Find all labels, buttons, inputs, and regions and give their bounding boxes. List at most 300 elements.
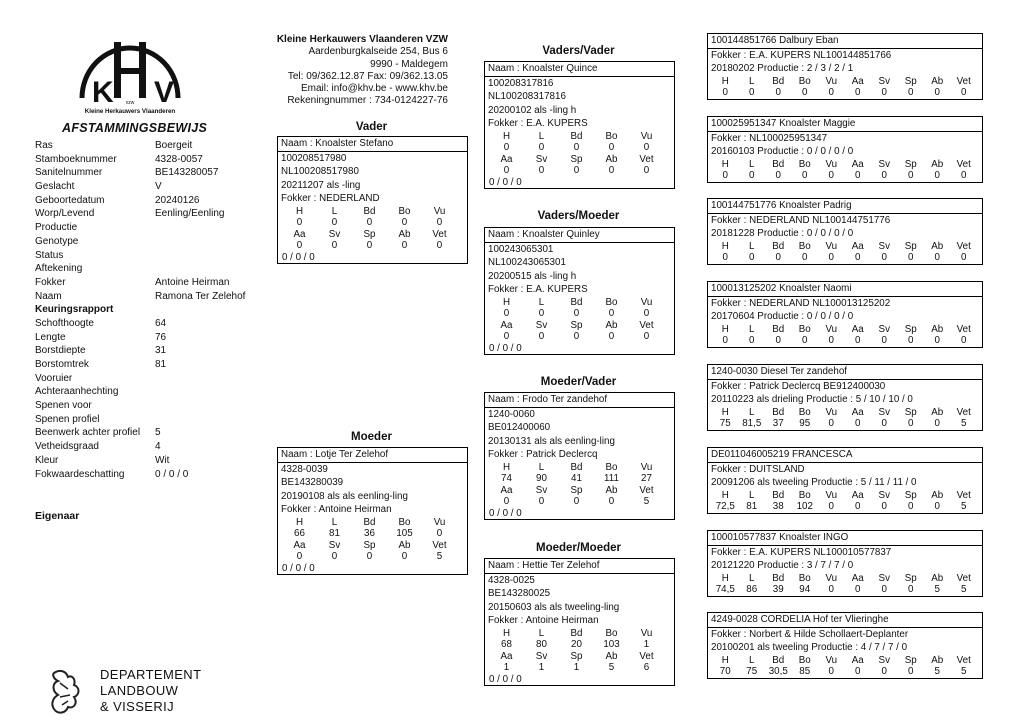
- grid-value: 72,5: [715, 501, 735, 512]
- grid-header-cell: Vu: [825, 572, 838, 584]
- grid-value: 39: [772, 584, 784, 595]
- ancestor-box: [707, 612, 983, 679]
- grid-value: 0: [573, 165, 580, 176]
- box-line: 100208517980: [281, 152, 347, 164]
- grid-header-cell: Vet: [956, 654, 971, 666]
- grid-header-cell: Aa: [851, 406, 864, 418]
- grid-header-cell: Sv: [535, 484, 548, 496]
- grid-value: 0: [828, 335, 834, 346]
- grid-header-cell: L: [749, 158, 755, 170]
- grid-header-cell: Bo: [798, 654, 811, 666]
- grid-header-cell: Sv: [878, 489, 890, 501]
- grid-value: 5: [643, 496, 650, 507]
- grid-value: 5: [961, 666, 967, 677]
- grid-value: 0: [643, 142, 650, 153]
- ancestor-box: [707, 116, 983, 183]
- grid-header-cell: L: [331, 516, 338, 528]
- grid-value: 0: [961, 335, 967, 346]
- grid-value: 0: [538, 165, 545, 176]
- grid-header-cell: Bd: [570, 627, 583, 639]
- grid-header-cell: Vet: [432, 539, 447, 551]
- ancestor-breeder: Fokker : E.A. KUPERS NL100010577837: [711, 546, 892, 558]
- grid-value: 75: [719, 418, 731, 429]
- grid-value: 1: [538, 662, 545, 673]
- ancestor-production: 20160103 Productie : 0 / 0 / 0 / 0: [711, 146, 854, 157]
- grid-header-cell: Bd: [772, 240, 785, 252]
- field-row: [35, 317, 265, 331]
- grid-header-cell: Bo: [798, 158, 811, 170]
- svg-text:K: K: [92, 76, 114, 109]
- grid-header-cell: Sv: [328, 228, 341, 240]
- field-value: Ramona Ter Zelehof: [155, 290, 246, 302]
- box-line: Naam : Knoalster Quince: [485, 61, 674, 77]
- grid-header-cell: Vet: [432, 228, 447, 240]
- grid-header-cell: Aa: [293, 539, 306, 551]
- grid-value: 74: [501, 473, 512, 484]
- grid-header-cell: L: [331, 205, 338, 217]
- grid-value: 66: [294, 528, 305, 539]
- box-line: 20200515 als -ling h: [488, 270, 577, 282]
- box-line: 20211207 als -ling: [281, 179, 361, 191]
- grid-value: 103: [603, 639, 620, 650]
- field-label: Keuringsrapport: [35, 304, 114, 316]
- ancestor-box: [707, 281, 983, 348]
- grid-header-cell: Vu: [825, 323, 838, 335]
- field-row: [35, 399, 265, 413]
- grid-value: 1: [643, 639, 650, 650]
- grid-value: 1: [573, 662, 580, 673]
- field-label: Schofthoogte: [35, 317, 94, 329]
- grid-value: 85: [799, 666, 811, 677]
- grid-header-cell: H: [721, 572, 729, 584]
- field-value: 4328-0057: [155, 153, 203, 165]
- field-row: [35, 426, 265, 440]
- grid-header-cell: L: [749, 75, 755, 87]
- field-label: Achteraanhechting: [35, 386, 119, 398]
- grid-value: 36: [364, 528, 375, 539]
- field-label: Spenen voor: [35, 400, 92, 412]
- grid-value: 0: [908, 418, 914, 429]
- field-label: Kleur: [35, 454, 59, 466]
- grid-header-cell: Ab: [931, 489, 944, 501]
- field-label: Aftekening: [35, 263, 83, 275]
- grid-value: 0: [934, 335, 940, 346]
- grid-header-cell: Vet: [956, 323, 971, 335]
- field-label: Spenen profiel: [35, 413, 100, 425]
- grid-header-cell: L: [749, 323, 755, 335]
- grid-value: 0: [503, 308, 510, 319]
- grid-value: 81: [329, 528, 340, 539]
- grid-header: [708, 159, 982, 171]
- grid-header-cell: Vu: [825, 489, 838, 501]
- grid-header-cell: H: [721, 240, 729, 252]
- grid-values: [485, 331, 674, 343]
- grid-header-cell: L: [749, 240, 755, 252]
- field-row: [35, 454, 265, 468]
- grid-value: 0: [881, 170, 887, 181]
- grid-value: 0: [366, 217, 373, 228]
- grid-value: 0: [934, 170, 940, 181]
- grid-header-cell: L: [749, 406, 755, 418]
- field-value: 5: [155, 427, 161, 439]
- grid-header-cell: H: [502, 130, 511, 142]
- grid-header-cell: Sv: [878, 158, 890, 170]
- grid-value: 0: [855, 252, 861, 263]
- field-row: [35, 249, 265, 263]
- grid-header-cell: Bd: [772, 654, 785, 666]
- grid-value: 0: [881, 584, 887, 595]
- grid-header-cell: Bo: [798, 240, 811, 252]
- grid-header-cell: Sp: [904, 158, 917, 170]
- box-line: Fokker : E.A. KUPERS: [488, 284, 588, 295]
- field-row: [35, 344, 265, 358]
- grid-header-cell: Aa: [851, 572, 864, 584]
- svg-text:V: V: [154, 76, 175, 109]
- box-footer: 0 / 0 / 0: [489, 673, 522, 685]
- grid-header-cell: H: [721, 406, 729, 418]
- grid-header-cell: Bo: [798, 75, 811, 87]
- grid-header-cell: Ab: [605, 484, 618, 496]
- grid-value: 0: [881, 501, 887, 512]
- grid-header-cell: Vet: [956, 406, 971, 418]
- box-line: NL100208517980: [281, 166, 359, 177]
- grid-header-cell: Vu: [433, 516, 446, 528]
- field-label: Sanitelnummer: [35, 167, 103, 179]
- grid-value: 38: [772, 501, 784, 512]
- dept-line3: & VISSERIJ: [100, 699, 175, 714]
- field-value: 4: [155, 441, 161, 453]
- pedigree-box: [277, 447, 468, 575]
- grid-value: 0: [296, 240, 303, 251]
- dept-line2: LANDBOUW: [100, 683, 179, 698]
- grid-value: 0: [881, 418, 887, 429]
- org-address2: 9990 - Maldegem: [370, 58, 448, 70]
- grid-values: [708, 87, 982, 99]
- ancestor-id-name: 100144851766 Dalbury Eban: [708, 33, 982, 49]
- grid-header-cell: L: [749, 572, 755, 584]
- grid-header: [708, 76, 982, 88]
- grid-value: 0: [828, 584, 834, 595]
- grid-value: 0: [573, 331, 580, 342]
- grid-value: 81: [746, 501, 758, 512]
- grid-value: 0: [503, 496, 510, 507]
- ancestor-production: 20110223 als drieling Productie : 5 / 10 / 10 / 0: [711, 394, 913, 405]
- grid-value: 0: [503, 331, 510, 342]
- ancestor-breeder: Fokker : E.A. KUPERS NL100144851766: [711, 49, 892, 61]
- ancestor-id-name: DE011046005219 FRANCESCA: [708, 447, 982, 463]
- org-email: Email: info@khv.be - www.khv.be: [300, 83, 448, 95]
- grid-header-cell: L: [538, 130, 545, 142]
- box-line: 4328-0025: [488, 574, 535, 586]
- grid-value: 0: [296, 217, 303, 228]
- grid-value: 0: [749, 335, 755, 346]
- grid-header: [278, 540, 467, 552]
- field-label: Ras: [35, 140, 53, 151]
- grid-value: 0: [749, 252, 755, 263]
- field-row: [35, 235, 265, 249]
- box-title: Vaders/Vader: [542, 45, 615, 57]
- grid-header-cell: H: [502, 461, 511, 473]
- grid-value: 0: [934, 501, 940, 512]
- field-row: [35, 153, 265, 167]
- field-row: [35, 372, 265, 386]
- grid-header-cell: H: [721, 323, 729, 335]
- grid-header: [708, 655, 982, 667]
- box-line: 20130131 als als eenling-ling: [488, 435, 615, 447]
- grid-value: 0: [855, 666, 861, 677]
- box-line: 4328-0039: [281, 463, 328, 475]
- grid-value: 74,5: [715, 584, 735, 595]
- grid-value: 90: [536, 473, 547, 484]
- box-line: 1240-0060: [488, 408, 535, 420]
- grid-value: 0: [608, 496, 615, 507]
- grid-header-cell: Vet: [956, 572, 971, 584]
- grid-header-cell: Sp: [570, 650, 583, 662]
- grid-value: 111: [604, 473, 619, 484]
- field-label: Lengte: [35, 331, 66, 343]
- ancestor-box: [707, 447, 983, 514]
- field-row: [35, 262, 265, 276]
- grid-header-cell: Vet: [639, 484, 654, 496]
- grid-header-cell: Sv: [535, 650, 548, 662]
- grid-value: 0: [908, 87, 914, 98]
- field-label: Genotype: [35, 235, 79, 247]
- grid-value: 0: [855, 170, 861, 181]
- grid-value: 0: [828, 170, 834, 181]
- grid-header-cell: Vet: [956, 240, 971, 252]
- box-title: Vaders/Moeder: [537, 210, 620, 222]
- grid-value: 0: [503, 142, 510, 153]
- grid-header-cell: Sp: [363, 228, 376, 240]
- field-label: Beenwerk achter profiel: [35, 427, 141, 439]
- grid-value: 0: [855, 335, 861, 346]
- grid-header-cell: H: [502, 627, 511, 639]
- grid-header-cell: Ab: [605, 153, 618, 165]
- grid-header-cell: Vet: [956, 75, 971, 87]
- grid-values: [485, 165, 674, 177]
- grid-header-cell: Sv: [878, 75, 890, 87]
- grid-value: 0: [881, 666, 887, 677]
- box-line: Naam : Knoalster Quinley: [485, 227, 674, 243]
- khv-logo: [70, 36, 190, 118]
- grid-value: 0: [855, 87, 861, 98]
- grid-value: 0: [722, 170, 728, 181]
- grid-value: 0: [802, 87, 808, 98]
- grid-header-cell: Bd: [772, 75, 785, 87]
- box-footer: 0 / 0 / 0: [282, 251, 315, 263]
- grid-value: 0: [608, 165, 615, 176]
- grid-header-cell: Vet: [956, 158, 971, 170]
- grid-header: [278, 517, 467, 529]
- field-label: Naam: [35, 290, 62, 302]
- field-row: [35, 440, 265, 454]
- grid-header-cell: Sp: [904, 75, 917, 87]
- field-label: Stamboeknummer: [35, 153, 117, 165]
- grid-value: 0: [722, 252, 728, 263]
- grid-values: [278, 217, 467, 229]
- grid-values: [485, 473, 674, 485]
- grid-values: [708, 584, 982, 596]
- grid-header-cell: Sp: [570, 484, 583, 496]
- field-value: 76: [155, 331, 167, 343]
- field-label: Fokwaardeschatting: [35, 468, 125, 480]
- grid-value: 41: [571, 473, 582, 484]
- grid-header-cell: Bo: [605, 627, 618, 639]
- grid-header-cell: Ab: [398, 539, 411, 551]
- field-value: BE143280057: [155, 167, 219, 179]
- box-footer: 0 / 0 / 0: [489, 176, 522, 188]
- grid-header-cell: Aa: [500, 319, 513, 331]
- grid-value: 0: [608, 142, 615, 153]
- grid-value: 5: [934, 666, 940, 677]
- grid-header: [485, 297, 674, 309]
- grid-header-cell: Vu: [825, 654, 838, 666]
- field-row: [35, 413, 265, 427]
- grid-value: 0: [802, 252, 808, 263]
- grid-values: [708, 501, 982, 513]
- field-row: [35, 221, 265, 235]
- grid-value: 0: [908, 335, 914, 346]
- field-value: Antoine Heirman: [155, 276, 230, 288]
- field-row: [35, 358, 265, 372]
- grid-value: 0: [401, 551, 408, 562]
- grid-header-cell: Vu: [640, 461, 653, 473]
- grid-header: [485, 651, 674, 663]
- grid-header: [708, 573, 982, 585]
- grid-value: 0: [643, 308, 650, 319]
- box-line: Naam : Hettie Ter Zelehof: [485, 558, 674, 574]
- box-line: Fokker : E.A. KUPERS: [488, 118, 588, 129]
- grid-header: [485, 462, 674, 474]
- animal-fields: [35, 139, 265, 481]
- grid-value: 0: [573, 142, 580, 153]
- field-value: 81: [155, 359, 167, 370]
- ancestor-production: 20091206 als tweeling Productie : 5 / 11 / 11 / 0: [711, 477, 917, 488]
- grid-value: 0: [961, 252, 967, 263]
- grid-value: 0: [722, 87, 728, 98]
- grid-values: [708, 252, 982, 264]
- box-line: Naam : Lotje Ter Zelehof: [278, 447, 467, 463]
- box-line: BE143280039: [281, 477, 344, 488]
- grid-header-cell: Ab: [931, 240, 944, 252]
- grid-value: 0: [934, 252, 940, 263]
- ancestor-production: 20180202 Productie : 2 / 3 / 2 / 1: [711, 63, 854, 74]
- grid-value: 5: [961, 501, 967, 512]
- grid-header: [708, 407, 982, 419]
- grid-values: [485, 142, 674, 154]
- grid-values: [485, 308, 674, 320]
- field-row: [35, 166, 265, 180]
- grid-header-cell: Bo: [798, 489, 811, 501]
- grid-header-cell: Sp: [904, 323, 917, 335]
- grid-header: [485, 485, 674, 497]
- grid-header-cell: Aa: [851, 323, 864, 335]
- grid-header-cell: Sp: [904, 572, 917, 584]
- grid-value: 0: [331, 217, 338, 228]
- box-line: Fokker : Antoine Heirman: [488, 615, 599, 626]
- field-value: 20240126: [155, 194, 200, 206]
- ancestor-breeder: Fokker : NL100025951347: [711, 132, 828, 144]
- field-value: Wit: [155, 454, 170, 466]
- grid-header-cell: Ab: [398, 228, 411, 240]
- grid-header-cell: Ab: [931, 654, 944, 666]
- grid-header-cell: Bo: [798, 323, 811, 335]
- grid-header-cell: Bd: [772, 406, 785, 418]
- grid-header-cell: Vu: [825, 158, 838, 170]
- grid-value: 80: [536, 639, 547, 650]
- grid-header-cell: Aa: [851, 240, 864, 252]
- grid-value: 95: [799, 418, 811, 429]
- grid-header-cell: L: [538, 296, 545, 308]
- grid-value: 0: [828, 418, 834, 429]
- box-line: Naam : Knoalster Stefano: [278, 136, 467, 152]
- grid-value: 0: [881, 252, 887, 263]
- grid-value: 0: [775, 87, 781, 98]
- ancestor-production: 20170604 Productie : 0 / 0 / 0 / 0: [711, 311, 854, 322]
- box-line: Fokker : NEDERLAND: [281, 193, 380, 204]
- box-line: 20190108 als als eenling-ling: [281, 490, 408, 502]
- grid-value: 0: [538, 142, 545, 153]
- field-row: [35, 331, 265, 345]
- field-label: Worp/Levend: [35, 208, 95, 220]
- grid-header-cell: Ab: [605, 319, 618, 331]
- grid-header-cell: Sv: [878, 654, 890, 666]
- ancestor-box: [707, 198, 983, 265]
- grid-header-cell: Sv: [878, 406, 890, 418]
- grid-header-cell: H: [502, 296, 511, 308]
- pedigree-box: [484, 61, 675, 189]
- grid-header-cell: Aa: [851, 158, 864, 170]
- grid-value: 68: [501, 639, 512, 650]
- grid-value: 30,5: [768, 666, 788, 677]
- grid-header-cell: Sv: [535, 319, 548, 331]
- grid-header-cell: Vet: [639, 319, 654, 331]
- grid-value: 0: [908, 252, 914, 263]
- grid-value: 0: [401, 240, 408, 251]
- grid-header-cell: H: [721, 489, 729, 501]
- ancestor-id-name: 100025951347 Knoalster Maggie: [708, 116, 982, 132]
- box-line: NL100243065301: [488, 257, 566, 268]
- field-row: [35, 194, 265, 208]
- grid-value: 5: [961, 418, 967, 429]
- field-value: 0 / 0 / 0: [155, 468, 189, 480]
- grid-header-cell: Bd: [772, 158, 785, 170]
- ancestor-breeder: Fokker : Patrick Declercq BE912400030: [711, 380, 886, 392]
- grid-value: 0: [608, 308, 615, 319]
- grid-header: [708, 324, 982, 336]
- grid-header-cell: Bd: [570, 130, 583, 142]
- ancestor-production: 20121220 Productie : 3 / 7 / 7 / 0: [711, 560, 854, 571]
- grid-header-cell: Sp: [904, 406, 917, 418]
- grid-header-cell: Bd: [772, 489, 785, 501]
- field-row: [35, 468, 265, 482]
- field-value: 31: [155, 345, 167, 357]
- logo-caption: Kleine Herkauwers Vlaanderen: [84, 108, 176, 115]
- grid-header-cell: Ab: [605, 650, 618, 662]
- field-row: [35, 385, 265, 399]
- grid-header-cell: Bo: [605, 130, 618, 142]
- field-label: Status: [35, 249, 64, 261]
- field-row: [35, 139, 265, 153]
- grid-value: 0: [538, 496, 545, 507]
- grid-value: 0: [608, 331, 615, 342]
- grid-header-cell: Vu: [825, 240, 838, 252]
- pedigree-box: [484, 558, 675, 686]
- grid-header: [485, 154, 674, 166]
- grid-header-cell: Sp: [570, 319, 583, 331]
- grid-value: 75: [746, 666, 758, 677]
- grid-value: 0: [366, 551, 373, 562]
